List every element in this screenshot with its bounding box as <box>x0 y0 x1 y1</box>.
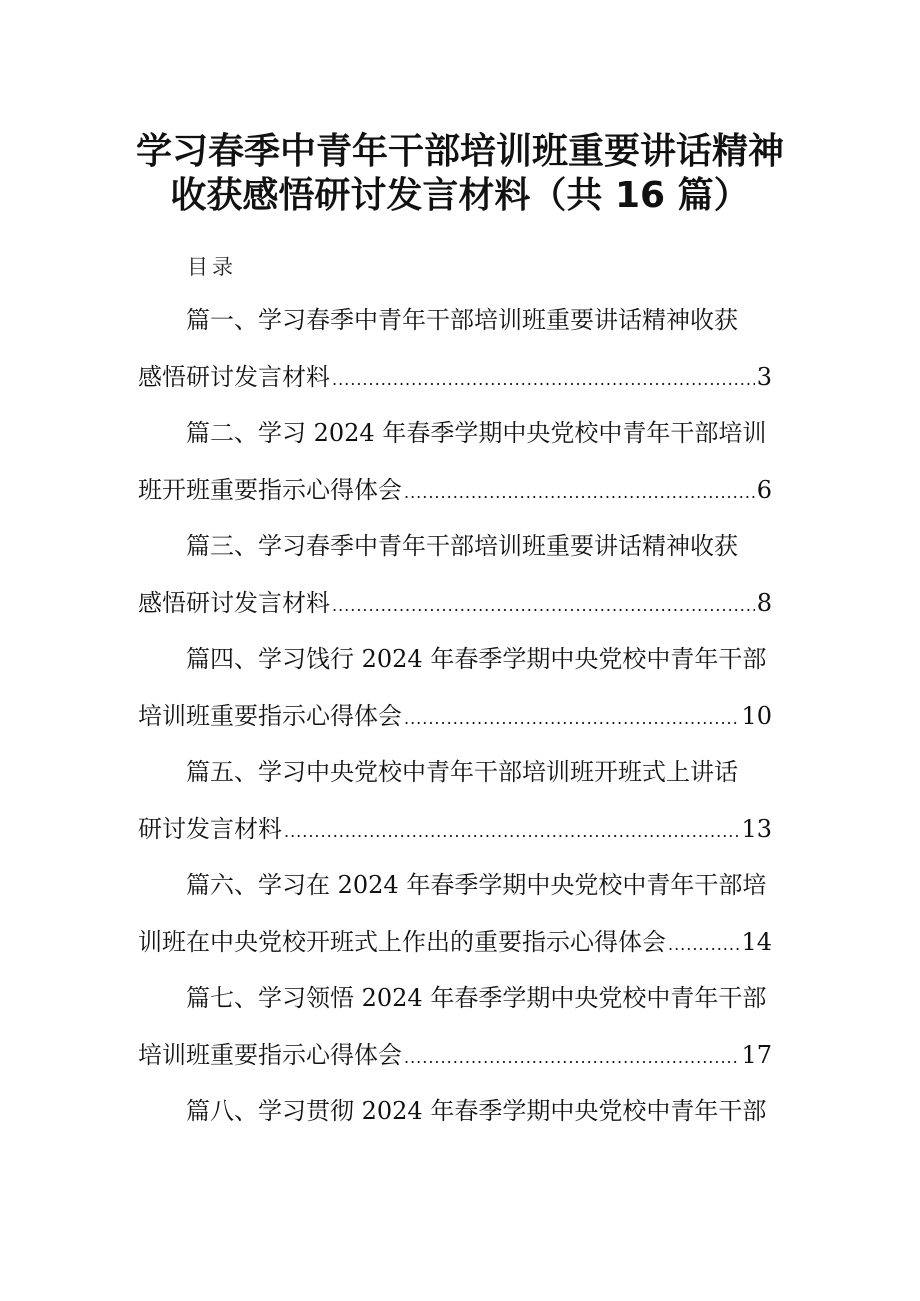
toc-entry-3-continuation[interactable] <box>138 586 772 623</box>
dot-leader <box>332 589 755 623</box>
toc-entry-7-continuation[interactable] <box>138 1038 772 1075</box>
toc-entry-text: 培训班重要指示心得体会 <box>138 702 402 730</box>
toc-page-number: 10 <box>741 702 772 730</box>
toc-entry-text: 感悟研讨发言材料 <box>138 363 330 391</box>
toc-page-number: 3 <box>756 363 772 391</box>
toc-entry-8-title[interactable]: 篇八、学习贯彻 2024 年春季学期中央党校中青年干部 <box>186 1097 767 1125</box>
toc-page-number: 14 <box>741 928 772 956</box>
toc-page-number: 6 <box>756 476 772 504</box>
toc-entry-1-title[interactable]: 篇一、学习春季中青年干部培训班重要讲话精神收获 <box>186 306 738 334</box>
toc-entry-text: 班开班重要指示心得体会 <box>138 476 402 504</box>
toc-entry-2-title[interactable]: 篇二、学习 2024 年春季学期中央党校中青年干部培训 <box>186 419 767 447</box>
toc-heading: 目录 <box>187 255 237 279</box>
dot-leader <box>404 476 755 510</box>
toc-entry-7-title[interactable]: 篇七、学习领悟 2024 年春季学期中央党校中青年干部 <box>186 984 767 1012</box>
toc-page-number: 17 <box>741 1041 772 1069</box>
toc-entry-5-title[interactable]: 篇五、学习中央党校中青年干部培训班开班式上讲话 <box>186 758 738 786</box>
toc-entry-4-continuation[interactable] <box>138 699 772 736</box>
document-title-line-2: 收获感悟研讨发言材料（共 16 篇） <box>170 175 750 216</box>
toc-entry-6-continuation[interactable] <box>138 925 772 962</box>
dot-leader <box>404 702 739 736</box>
toc-entry-3-title[interactable]: 篇三、学习春季中青年干部培训班重要讲话精神收获 <box>186 532 738 560</box>
dot-leader <box>332 363 755 397</box>
document-title-line-1: 学习春季中青年干部培训班重要讲话精神 <box>135 131 784 172</box>
dot-leader <box>284 815 739 849</box>
toc-entry-text: 研讨发言材料 <box>138 815 282 843</box>
toc-entry-4-title[interactable]: 篇四、学习饯行 2024 年春季学期中央党校中青年干部 <box>186 645 767 673</box>
dot-leader <box>404 1041 739 1075</box>
toc-entry-text: 感悟研讨发言材料 <box>138 589 330 617</box>
toc-page-number: 13 <box>741 815 772 843</box>
toc-entry-2-continuation[interactable] <box>138 473 772 510</box>
toc-entry-6-title[interactable]: 篇六、学习在 2024 年春季学期中央党校中青年干部培 <box>186 871 767 899</box>
toc-entry-text: 培训班重要指示心得体会 <box>138 1041 402 1069</box>
dot-leader <box>668 928 739 962</box>
toc-page-number: 8 <box>756 589 772 617</box>
toc-entry-text: 训班在中央党校开班式上作出的重要指示心得体会 <box>138 928 666 956</box>
toc-entry-1-continuation[interactable] <box>138 360 772 397</box>
toc-entry-5-continuation[interactable] <box>138 812 772 849</box>
